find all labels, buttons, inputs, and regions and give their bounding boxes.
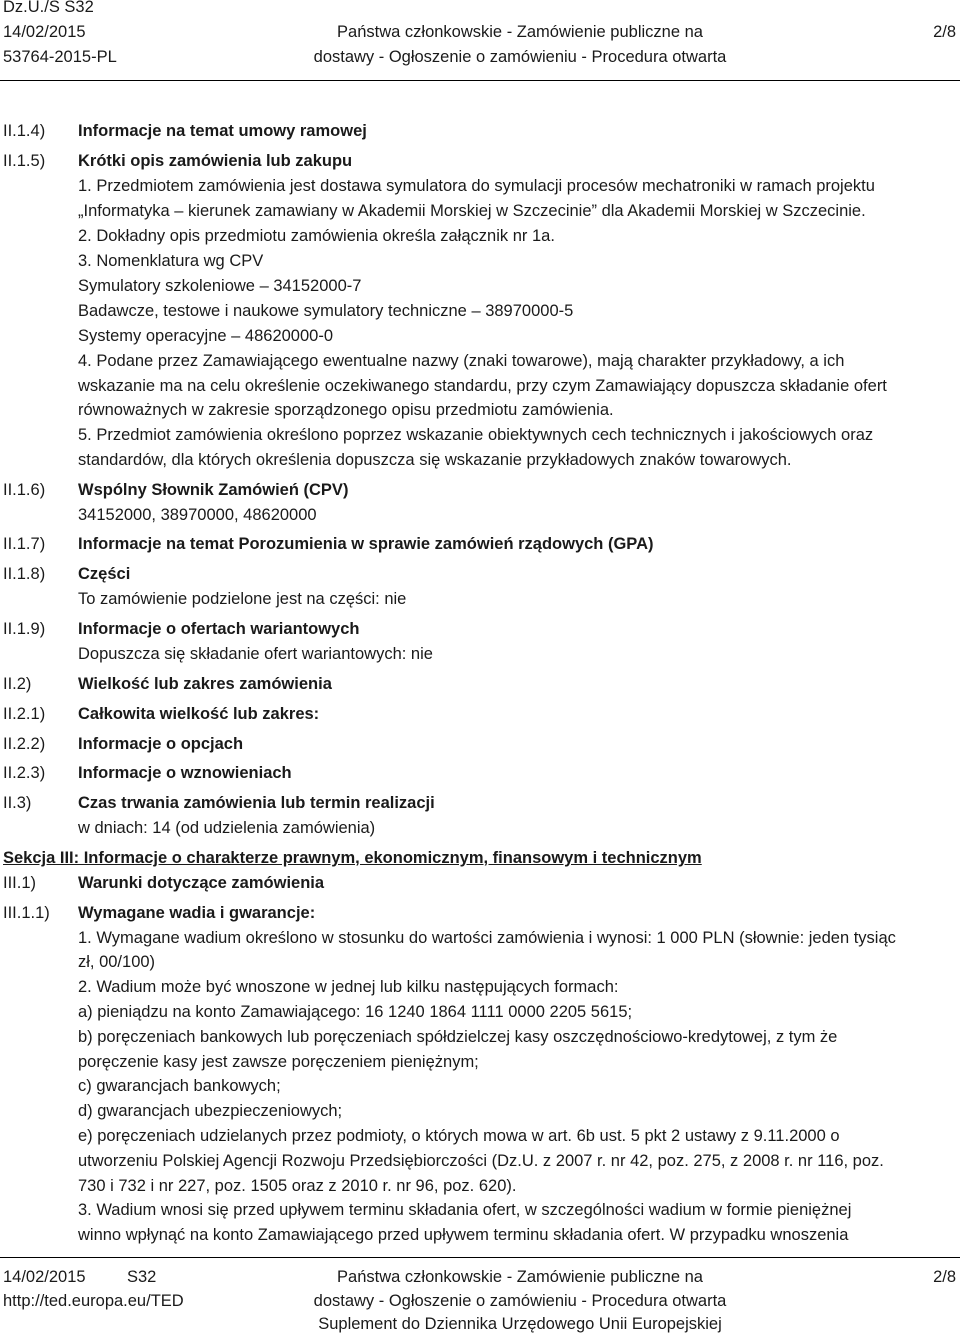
section-heading: Informacje na temat Porozumienia w sprawie zamówień rządowych (GPA) [78,535,654,553]
guarantee-line: e) poręczeniach udzielanych przez podmioty, o których mowa w art. 6b ust. 5 pkt 2 ustawy z 9.11.2000 o [78,1127,840,1145]
section-number: II.1.8) [3,565,46,583]
section-number: II.1.5) [3,152,46,170]
guarantee-line: d) gwarancjach ubezpieczeniowych; [78,1102,343,1120]
guarantee-line: 2. Wadium może być wnoszone w jednej lub kilku następujących formach: [78,978,619,996]
section-number: II.2.2) [3,735,46,753]
notice-id: 53764-2015-PL [3,48,117,66]
guarantee-line: c) gwarancjach bankowych; [78,1077,281,1095]
section-heading: Krótki opis zamówienia lub zakupu [78,152,353,170]
section-number: II.1.4) [3,122,46,140]
footer-divider [0,1257,960,1258]
guarantee-line: zł, 00/100) [78,953,156,971]
description-line: „Informatyka – kierunek zamawiany w Akademii Morskiej w Szczecinie” dla Akademii Morskiej w Szczecinie. [78,202,866,220]
cpv-codes: 34152000, 38970000, 48620000 [78,506,317,524]
description-line: Badawcze, testowe i naukowe symulatory techniczne – 38970000-5 [78,302,574,320]
section-number: II.2.3) [3,764,46,782]
footer-title-line3: Suplement do Dziennika Urzędowego Unii Europejskiej [318,1315,722,1333]
header-title-line2: dostawy - Ogłoszenie o zamówieniu - Procedura otwarta [313,48,727,66]
section-heading: Czas trwania zamówienia lub termin realizacji [78,794,435,812]
footer-date: 14/02/2015 [3,1268,86,1286]
section-value: w dniach: 14 (od udzielenia zamówienia) [78,819,376,837]
footer-series: S32 [127,1268,157,1286]
section-heading: Części [78,565,131,583]
section-number: III.1) [3,874,37,892]
section-heading: Wymagane wadia i gwarancje: [78,904,316,922]
guarantee-line: utworzeniu Polskiej Agencji Rozwoju Przedsiębiorczości (Dz.U. z 2007 r. nr 42, poz. 275, z 2008 r. nr 116, poz. [78,1152,884,1170]
description-line: 1. Przedmiotem zamówienia jest dostawa symulatora do symulacji procesów mechatroniki w ramach projektu [78,177,875,195]
section-number: II.1.7) [3,535,46,553]
description-line: Systemy operacyjne – 48620000-0 [78,327,333,345]
section-value: Dopuszcza się składanie ofert wariantowych: nie [78,645,433,663]
section-number: II.1.6) [3,481,46,499]
guarantee-line: 3. Wadium wnosi się przed upływem terminu składania ofert, w szczególności wadium w formie pieniężnej [78,1201,852,1219]
section-value: To zamówienie podzielone jest na części: nie [78,590,407,608]
description-line: 2. Dokładny opis przedmiotu zamówienia określa załącznik nr 1a. [78,227,555,245]
section-heading: Informacje o wznowieniach [78,764,292,782]
footer-url[interactable]: http://ted.europa.eu/TED [3,1292,184,1310]
section-number: II.1.9) [3,620,46,638]
header-title-line1: Państwa członkowskie - Zamówienie publiczne na [337,23,703,41]
section-heading: Informacje o opcjach [78,735,244,753]
header-date: 14/02/2015 [3,23,86,41]
section-heading: Informacje o ofertach wariantowych [78,620,360,638]
section-iii-title: Sekcja III: Informacje o charakterze prawnym, ekonomicznym, finansowym i technicznym [3,849,702,867]
guarantee-line: b) poręczeniach bankowych lub poręczeniach spółdzielczej kasy oszczędnościowo-kredytowej, z tym że [78,1028,838,1046]
header-divider [0,80,960,81]
description-line: równoważnych w zakresie sporządzonego opisu przedmiotu zamówienia. [78,401,614,419]
section-number: III.1.1) [3,904,50,922]
footer-title-line2: dostawy - Ogłoszenie o zamówieniu - Procedura otwarta [313,1292,727,1310]
section-heading: Warunki dotyczące zamówienia [78,874,325,892]
footer-page-number: 2/8 [933,1268,956,1286]
journal-ref: Dz.U./S S32 [3,0,94,16]
description-line: 5. Przedmiot zamówienia określono poprzez wskazanie obiektywnych cech technicznych i jakościowych oraz [78,426,874,444]
header-page-number: 2/8 [933,23,956,41]
section-number: II.2) [3,675,32,693]
footer-title-line1: Państwa członkowskie - Zamówienie publiczne na [337,1268,703,1286]
section-heading: Informacje na temat umowy ramowej [78,122,367,140]
section-number: II.3) [3,794,32,812]
guarantee-line: winno wpłynąć na konto Zamawiającego przed upływem terminu składania ofert. W przypadku wnoszenia [78,1226,849,1244]
description-line: standardów, dla których określenia dopuszcza się wskazanie przykładowych znaków towarowych. [78,451,792,469]
description-line: 4. Podane przez Zamawiającego ewentualne nazwy (znaki towarowe), mają charakter przykładowy, a ich [78,352,845,370]
section-number: II.2.1) [3,705,46,723]
section-heading: Wspólny Słownik Zamówień (CPV) [78,481,349,499]
guarantee-line: 730 i 732 i nr 227, poz. 1505 oraz z 2010 r. nr 96, poz. 620). [78,1177,517,1195]
description-line: Symulatory szkoleniowe – 34152000-7 [78,277,362,295]
description-line: wskazanie ma na celu określenie oczekiwanego standardu, przy czym Zamawiający dopuszcza składanie ofert [78,377,887,395]
section-heading: Całkowita wielkość lub zakres: [78,705,320,723]
guarantee-line: poręczenie kasy jest zawsze poręczeniem pieniężnym; [78,1053,479,1071]
section-heading: Wielkość lub zakres zamówienia [78,675,332,693]
guarantee-line: 1. Wymagane wadium określono w stosunku do wartości zamówienia i wynosi: 1 000 PLN (słownie: jeden tysiąc [78,929,896,947]
guarantee-line: a) pieniądzu na konto Zamawiającego: 16 1240 1864 1111 0000 2205 5615; [78,1003,633,1021]
description-line: 3. Nomenklatura wg CPV [78,252,264,270]
